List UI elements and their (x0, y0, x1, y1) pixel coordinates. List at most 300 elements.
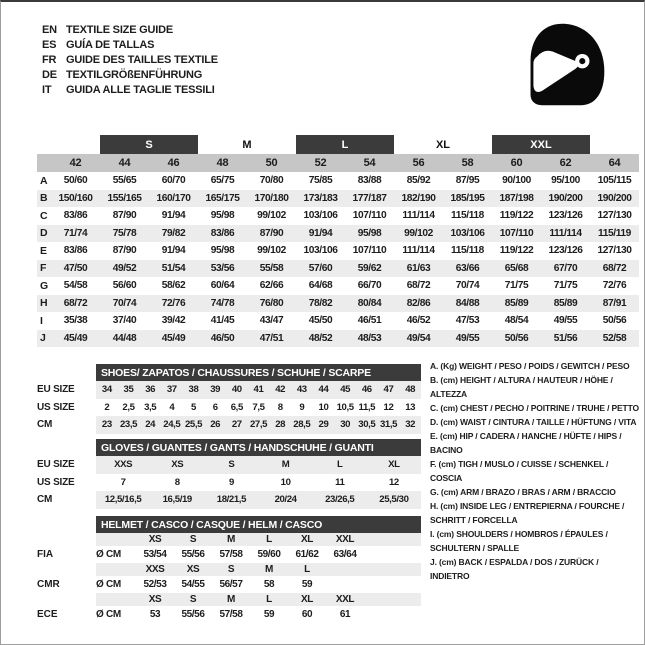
row-key: F (40, 262, 47, 275)
textile-value: 95/98 (210, 210, 235, 222)
textile-value: 85/89 (504, 297, 529, 309)
textile-value: 95/98 (210, 245, 235, 257)
helmet-icon (518, 18, 614, 110)
row-key: H (40, 297, 48, 310)
row-values (96, 456, 421, 474)
size-value: 2 (104, 401, 110, 413)
textile-value: 87/95 (455, 175, 480, 187)
size-value: 10 (280, 476, 291, 488)
textile-value: 72/76 (602, 280, 627, 292)
textile-value: 123/126 (548, 245, 583, 257)
helmet-size-label: M (227, 534, 235, 545)
size-value: 10,5 (336, 401, 354, 413)
textile-value: 177/187 (352, 192, 387, 204)
helmet-table-title: HELMET / CASCO / CASQUE / HELM / CASCO (96, 516, 421, 533)
textile-value: 41/45 (210, 315, 235, 327)
textile-value: 70/74 (455, 280, 480, 292)
helmet-value: 61 (339, 609, 351, 620)
textile-value: 83/86 (63, 245, 88, 257)
helmet-value: 53 (149, 609, 161, 620)
textile-value: 39/42 (161, 315, 186, 327)
row-key: G (40, 279, 49, 292)
textile-value: 127/130 (597, 245, 632, 257)
size-value: 20/24 (274, 494, 297, 506)
size-value: 36 (145, 384, 156, 396)
row-label: EU SIZE (37, 384, 75, 396)
helmet-row-cmr (37, 576, 421, 593)
helmet-values (96, 546, 421, 563)
textile-value: 51/54 (161, 262, 186, 274)
helmet-size-label: XXL (335, 534, 355, 545)
textile-value: 46/50 (210, 332, 235, 344)
textile-value: 182/190 (401, 192, 436, 204)
size-value: 35 (123, 384, 134, 396)
textile-value: 91/94 (161, 245, 186, 257)
size-value: 48 (405, 384, 416, 396)
textile-value: 91/94 (161, 210, 186, 222)
size-value: 41 (253, 384, 264, 396)
helmet-value: 59 (301, 579, 313, 590)
numeric-size-label: 62 (559, 157, 572, 169)
row-key: A (40, 174, 48, 187)
row-label: CM (37, 419, 53, 431)
language-row (42, 82, 218, 97)
row-label-spacer (37, 533, 96, 546)
size-value: L (337, 459, 343, 471)
size-value: 5 (191, 401, 196, 413)
textile-value: 47/53 (455, 315, 480, 327)
language-row (42, 22, 218, 37)
gloves-table-title: GLOVES / GUANTES / GANTS / HANDSCHUHE / GUANTI (96, 439, 421, 456)
textile-value: 90/100 (502, 175, 531, 187)
helmet-value: 59 (263, 609, 275, 620)
legend-item-e: E. (cm) HIP / CADERA / HANCHE / HÜFTE / HIPS / BACINO (430, 431, 622, 455)
textile-row-h (37, 295, 639, 313)
numeric-size-label: 64 (608, 157, 621, 169)
row-values (96, 474, 421, 492)
row-values (96, 399, 421, 417)
textile-value: 43/47 (259, 315, 284, 327)
textile-value: 65/68 (504, 262, 529, 274)
textile-value: 45/49 (63, 332, 88, 344)
textile-value: 68/72 (63, 297, 88, 309)
size-value: 18/21,5 (216, 494, 247, 506)
textile-value: 79/82 (161, 227, 186, 239)
textile-value: 84/88 (455, 297, 480, 309)
helmet-value: 59/60 (257, 549, 281, 560)
size-value: 47 (383, 384, 394, 396)
shoes-row-cm (37, 416, 421, 434)
gloves-row-cm (37, 491, 421, 509)
textile-value: 190/200 (548, 192, 583, 204)
textile-value: 65/75 (210, 175, 235, 187)
size-value: 16,5/19 (162, 494, 192, 506)
textile-value: 127/130 (597, 210, 632, 222)
row-label: CM (37, 494, 53, 506)
size-value: 45 (340, 384, 351, 396)
size-value: XXS (114, 459, 133, 471)
helmet-size-table (37, 516, 421, 623)
helmet-size-label: L (304, 564, 310, 575)
legend-item-b: B. (cm) HEIGHT / ALTURA / HAUTEUR / HÖHE / ALTEZZA (430, 375, 613, 399)
legend-item-f: F. (cm) TIGH / MUSLO / CUISSE / SCHENKEL / COSCIA (430, 459, 609, 483)
textile-value: 46/52 (406, 315, 431, 327)
textile-row-c (37, 207, 639, 225)
textile-value: 49/54 (406, 332, 431, 344)
textile-value: 74/78 (210, 297, 235, 309)
size-value: 31,5 (379, 419, 398, 431)
language-code: IT (42, 83, 52, 96)
size-value: 44 (318, 384, 329, 396)
row-values (96, 381, 421, 399)
helmet-value: 61/62 (295, 549, 319, 560)
textile-value: 50/60 (63, 175, 88, 187)
helmet-size-labels (96, 593, 421, 606)
textile-value: 187/198 (499, 192, 534, 204)
row-key: J (40, 332, 46, 345)
textile-value: 99/102 (257, 245, 286, 257)
size-band-xxl: XXL (492, 135, 590, 154)
unit-spacer (96, 593, 136, 606)
helmet-values (96, 606, 421, 623)
row-values (96, 416, 421, 434)
textile-value: 75/85 (308, 175, 333, 187)
size-value: 8 (277, 401, 283, 413)
textile-value: 111/114 (402, 210, 435, 222)
textile-value: 68/72 (602, 262, 627, 274)
helmet-size-label: XS (186, 564, 200, 575)
textile-row-e (37, 242, 639, 260)
size-value: 12 (383, 401, 394, 413)
textile-value: 83/86 (210, 227, 235, 239)
language-title: TEXTILGRÖßENFÜHRUNG (66, 68, 203, 81)
textile-value: 105/115 (597, 175, 632, 187)
textile-value: 49/55 (553, 315, 578, 327)
unit-spacer (96, 563, 136, 576)
textile-value: 87/91 (602, 297, 627, 309)
textile-value: 44/48 (112, 332, 137, 344)
size-value: 27 (231, 419, 242, 431)
textile-value: 80/84 (357, 297, 382, 309)
helmet-value: 60 (301, 609, 313, 620)
row-key: E (40, 244, 48, 257)
textile-value: 78/82 (308, 297, 333, 309)
helmet-size-labels (96, 533, 421, 546)
textile-value: 52/58 (602, 332, 627, 344)
standard-label: CMR (37, 579, 60, 590)
helmet-size-label: XXL (335, 594, 355, 605)
textile-value: 115/118 (451, 245, 484, 257)
helmet-value: 63/64 (333, 549, 357, 560)
size-value: 11,5 (358, 401, 376, 413)
shoes-size-table (37, 364, 421, 434)
textile-value: 70/74 (112, 297, 137, 309)
textile-value: 63/66 (455, 262, 480, 274)
helmet-value: 53/54 (143, 549, 167, 560)
textile-value: 111/114 (549, 227, 582, 239)
helmet-size-label: XL (301, 534, 313, 545)
gloves-size-table (37, 439, 421, 509)
size-value: XL (388, 459, 400, 471)
textile-value: 71/74 (63, 227, 88, 239)
textile-value: 103/106 (303, 245, 338, 257)
size-value: 34 (101, 384, 112, 396)
gloves-row-us-size (37, 474, 421, 492)
textile-value: 58/62 (161, 280, 186, 292)
size-value: 23/26,5 (325, 494, 355, 506)
size-value: 40 (231, 384, 242, 396)
size-value: S (228, 459, 235, 471)
textile-value: 83/88 (357, 175, 382, 187)
numeric-size-label: 44 (118, 157, 131, 169)
textile-size-table (37, 135, 639, 347)
diameter-unit-label: Ø CM (96, 609, 121, 620)
textile-value: 99/102 (404, 227, 433, 239)
helmet-size-header-cmr (37, 563, 421, 576)
size-value: 23,5 (119, 419, 138, 431)
textile-value: 48/54 (504, 315, 529, 327)
helmet-row-ece (37, 606, 421, 623)
size-value: 43 (296, 384, 307, 396)
numeric-size-label: 42 (69, 157, 82, 169)
helmet-size-label: S (189, 594, 197, 605)
helmet-value: 57/58 (219, 549, 243, 560)
textile-row-i (37, 312, 639, 330)
textile-value: 64/68 (308, 280, 333, 292)
size-band-l: L (296, 135, 394, 154)
textile-value: 46/51 (357, 315, 382, 327)
helmet-size-label: XS (148, 534, 162, 545)
size-band-m: M (242, 138, 252, 151)
size-value: 6,5 (230, 401, 243, 413)
numeric-size-label: 54 (363, 157, 376, 169)
measurement-legend (430, 359, 640, 583)
row-label-spacer (37, 593, 96, 606)
size-value: 28 (275, 419, 286, 431)
language-code: EN (42, 23, 57, 36)
numeric-size-label: 46 (167, 157, 180, 169)
helmet-size-header-fia (37, 533, 421, 546)
helmet-size-labels (96, 563, 421, 576)
helmet-value: 55/56 (181, 549, 205, 560)
numeric-size-row (37, 154, 639, 172)
textile-value: 170/180 (254, 192, 289, 204)
textile-value: 91/94 (308, 227, 333, 239)
helmet-size-label: S (189, 534, 197, 545)
size-value: 30 (340, 419, 351, 431)
helmet-size-label: L (266, 534, 272, 545)
textile-value: 99/102 (257, 210, 286, 222)
size-value: 46 (361, 384, 372, 396)
legend-item-d: D. (cm) WAIST / CINTURA / TAILLE / HÜFTUNG / VITA (430, 417, 637, 427)
standard-label: FIA (37, 549, 54, 560)
helmet-size-label: M (227, 594, 235, 605)
textile-value: 48/52 (308, 332, 333, 344)
textile-value: 75/78 (112, 227, 137, 239)
textile-value: 150/160 (58, 192, 93, 204)
helmet-value: 58 (263, 579, 275, 590)
textile-value: 119/122 (499, 210, 534, 222)
textile-value: 66/70 (357, 280, 382, 292)
row-label-spacer (37, 563, 96, 576)
textile-value: 83/86 (63, 210, 88, 222)
textile-value: 62/66 (259, 280, 284, 292)
helmet-value: 56/57 (219, 579, 243, 590)
textile-value: 48/53 (357, 332, 382, 344)
textile-value: 67/70 (553, 262, 578, 274)
textile-value: 87/90 (112, 210, 137, 222)
size-value: 28,5 (293, 419, 311, 431)
size-value: 42 (275, 384, 286, 396)
textile-row-b (37, 190, 639, 208)
row-values (96, 491, 421, 509)
helmet-size-header-ece (37, 593, 421, 606)
numeric-size-label: 56 (412, 157, 425, 169)
textile-value: 85/89 (553, 297, 578, 309)
textile-value: 123/126 (548, 210, 583, 222)
size-value: 13 (405, 401, 416, 413)
textile-value: 35/38 (63, 315, 88, 327)
textile-value: 47/51 (259, 332, 284, 344)
textile-value: 76/80 (259, 297, 284, 309)
helmet-value: 55/56 (181, 609, 205, 620)
helmet-value: 54/55 (181, 579, 205, 590)
helmet-size-label: L (266, 594, 272, 605)
legend-item-c: C. (cm) CHEST / PECHO / POITRINE / TRUHE / PETTO (430, 403, 639, 413)
textile-value: 155/165 (107, 192, 142, 204)
textile-value: 54/58 (63, 280, 88, 292)
size-value: 2,5 (122, 401, 135, 413)
helmet-value: 57/58 (219, 609, 243, 620)
language-code: DE (42, 68, 57, 81)
textile-value: 115/119 (598, 227, 631, 239)
size-value: 11 (335, 476, 345, 488)
row-label: US SIZE (37, 476, 75, 488)
language-code: ES (42, 38, 57, 51)
size-value: M (281, 459, 290, 471)
helmet-value: 52/53 (143, 579, 167, 590)
size-value: 26 (210, 419, 221, 431)
textile-value: 115/118 (451, 210, 484, 222)
textile-row-g (37, 277, 639, 295)
textile-value: 107/110 (352, 245, 387, 257)
size-value: 7,5 (252, 401, 265, 413)
textile-value: 85/92 (406, 175, 431, 187)
textile-value: 160/170 (156, 192, 191, 204)
textile-value: 70/80 (259, 175, 284, 187)
textile-row-f (37, 260, 639, 278)
textile-rows (37, 172, 639, 347)
textile-value: 45/49 (161, 332, 186, 344)
helmet-size-label: M (265, 564, 273, 575)
size-band-xl: XL (435, 138, 451, 151)
helmet-size-label: XL (301, 594, 313, 605)
language-title: GUIDE DES TAILLES TEXTILE (66, 53, 218, 66)
language-title: TEXTILE SIZE GUIDE (66, 23, 174, 36)
textile-value: 95/100 (551, 175, 580, 187)
size-value: 25,5/30 (379, 494, 409, 506)
legend-item-h: H. (cm) INSIDE LEG / ENTREPIERNA / FOURCHE / SCHRITT / FORCELLA (430, 501, 625, 525)
textile-value: 49/55 (455, 332, 480, 344)
textile-value: 165/175 (205, 192, 240, 204)
numeric-size-label: 50 (265, 157, 278, 169)
textile-value: 50/56 (504, 332, 529, 344)
size-value: 9 (299, 401, 305, 413)
helmet-groups (37, 533, 421, 623)
shoes-row-eu-size (37, 381, 421, 399)
size-value: 6 (212, 401, 218, 413)
size-value: 8 (174, 476, 180, 488)
textile-value: 107/110 (352, 210, 387, 222)
textile-value: 60/70 (161, 175, 186, 187)
size-band-s: S (100, 135, 198, 154)
diameter-unit-label: Ø CM (96, 549, 121, 560)
gloves-rows (37, 456, 421, 509)
size-value: 29 (318, 419, 329, 431)
numeric-size-label: 58 (461, 157, 474, 169)
row-key: C (40, 209, 48, 222)
size-value: 25,5 (184, 419, 203, 431)
size-value: 27,5 (249, 419, 268, 431)
row-key: D (40, 227, 48, 240)
textile-value: 68/72 (406, 280, 431, 292)
textile-value: 53/56 (210, 262, 235, 274)
textile-value: 87/90 (259, 227, 284, 239)
textile-value: 57/60 (308, 262, 333, 274)
textile-value: 47/50 (63, 262, 88, 274)
size-value: 39 (210, 384, 221, 396)
numeric-size-label: 48 (216, 157, 229, 169)
unit-spacer (96, 533, 136, 546)
standard-label: ECE (37, 609, 58, 620)
helmet-values (96, 576, 421, 593)
textile-value: 37/40 (112, 315, 137, 327)
language-title-list (42, 22, 218, 97)
size-value: XS (171, 459, 184, 471)
language-code: FR (42, 53, 57, 66)
legend-item-j: J. (cm) BACK / ESPALDA / DOS / ZURÜCK / INDIETRO (430, 557, 599, 581)
corner-spacer (37, 154, 51, 172)
textile-value: 49/52 (112, 262, 137, 274)
textile-value: 103/106 (450, 227, 485, 239)
size-value: 23 (101, 419, 112, 431)
diameter-unit-label: Ø CM (96, 579, 121, 590)
numeric-size-label: 60 (510, 157, 523, 169)
language-row (42, 52, 218, 67)
size-value: 24,5 (163, 419, 181, 431)
language-title: GUIDA ALLE TAGLIE TESSILI (66, 83, 215, 96)
helmet-row-fia (37, 546, 421, 563)
row-label: EU SIZE (37, 459, 75, 471)
gloves-row-eu-size (37, 456, 421, 474)
textile-value: 103/106 (303, 210, 338, 222)
textile-value: 185/195 (450, 192, 485, 204)
shoes-table-title: SHOES/ ZAPATOS / CHAUSSURES / SCHUHE / SCARPE (96, 364, 421, 381)
size-value: 12 (388, 476, 399, 488)
row-key: I (40, 314, 43, 327)
size-value: 4 (169, 401, 175, 413)
textile-value: 107/110 (499, 227, 534, 239)
textile-row-a (37, 172, 639, 190)
size-value: 3,5 (144, 401, 157, 413)
numeric-size-label: 52 (314, 157, 327, 169)
textile-value: 55/58 (259, 262, 284, 274)
textile-value: 51/56 (553, 332, 578, 344)
size-value: 9 (228, 476, 234, 488)
textile-row-d (37, 225, 639, 243)
size-value: 32 (405, 419, 416, 431)
textile-value: 72/76 (161, 297, 186, 309)
